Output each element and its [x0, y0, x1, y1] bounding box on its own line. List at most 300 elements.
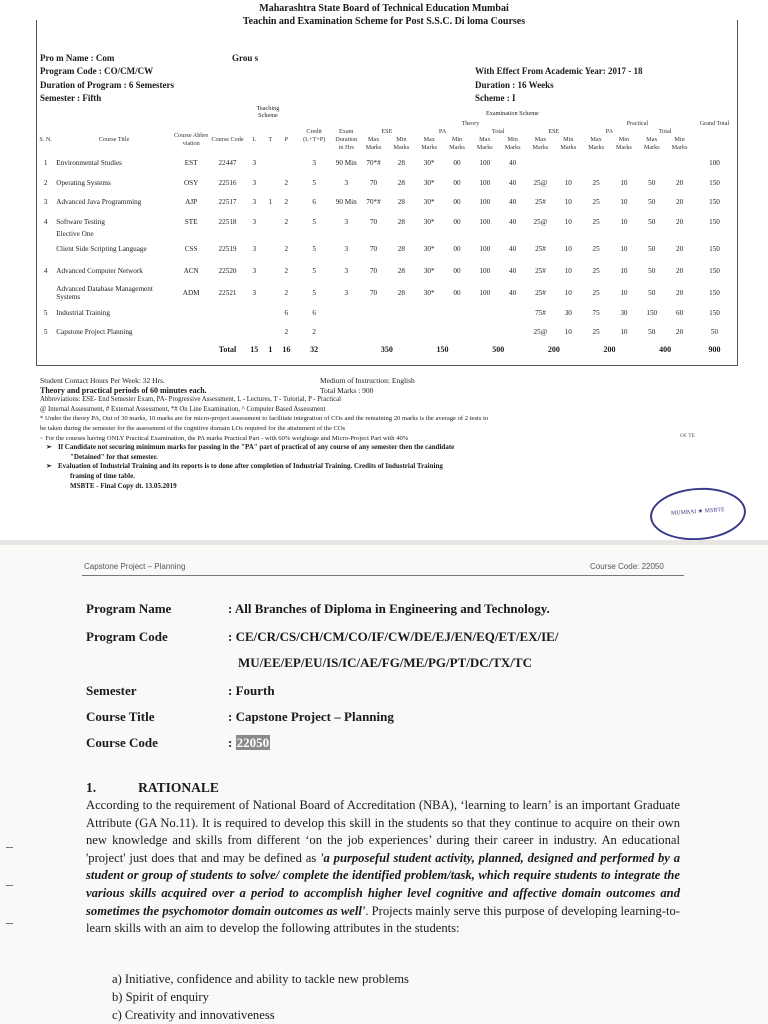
practical-pa-header: PA [605, 128, 614, 135]
total-l: 15 [250, 345, 259, 354]
course-title-header: Course Title [98, 136, 130, 143]
table-cell-sn: 5 [43, 308, 48, 317]
table-cell-p-ese-min: 10 [564, 328, 572, 336]
running-header-code: Course Code: 22050 [590, 562, 664, 571]
table-cell-t-tot-max: 100 [479, 178, 491, 187]
course-code-label: Course Code [86, 735, 158, 750]
note-pa-1: * Under the theory PA, Out of 30 marks, 10 marks are for micro-project assessment to facilitate integration of COs and the remaining 20 marks is the average of 2 tests to [40, 415, 489, 423]
table-cell-p-tot-max: 50 [648, 245, 656, 253]
margin-mark [6, 885, 13, 886]
table-cell-P: 2 [284, 267, 289, 275]
table-cell-P: 2 [284, 245, 289, 253]
table-cell-credit: 5 [312, 267, 316, 275]
table-cell-p-tot-min: 60 [675, 308, 684, 317]
table-cell-dur: 3 [344, 289, 349, 297]
table-cell-abbr: ADM [182, 289, 200, 297]
table-cell-p-ese-min: 10 [564, 198, 572, 206]
table-cell-t-ese-min: 28 [397, 217, 405, 226]
table-cell-p-ese-max: 25# [535, 267, 546, 275]
table-cell-p-tot-max: 50 [648, 328, 656, 336]
table-cell-t-tot-max: 100 [479, 217, 491, 226]
table-cell-grand: 150 [709, 178, 720, 187]
table-cell-t-pa-min: 00 [453, 159, 461, 167]
table-cell-L: 3 [252, 159, 257, 167]
program-name: Pro m Name : Com [40, 53, 115, 63]
course-title-value: : Capstone Project – Planning [228, 709, 394, 724]
max-header: Max Marks [643, 136, 660, 151]
table-row [36, 213, 736, 230]
note-line [40, 386, 740, 396]
table-cell-t-tot-min: 40 [509, 289, 517, 297]
table-cell-grand: 150 [709, 308, 720, 317]
table-cell-dur: 3 [344, 267, 349, 275]
table-cell-L: 3 [252, 267, 257, 275]
min-header: Min Marks [616, 136, 632, 151]
table-cell-abbr: CSS [184, 245, 198, 253]
msbte-seal-stamp: MUMBAI ★ MSBTE [648, 485, 747, 540]
min-header: Min Marks [671, 136, 688, 151]
final-copy-footer: MSBTE - Final Copy dt. 13.05.2019 [70, 481, 177, 490]
table-cell-grand: 150 [709, 198, 720, 206]
table-cell-p-ese-min: 10 [564, 217, 572, 226]
table-cell-abbr: AJP [185, 198, 198, 206]
table-cell-T [263, 213, 278, 230]
max-header: Max Marks [421, 136, 438, 151]
table-cell-t-pa-min [444, 304, 471, 321]
table-cell-abbr: EST [184, 159, 198, 167]
elective-label: Elective One [56, 230, 94, 238]
t-header: T [268, 136, 273, 143]
note-practical-text: ~ For the courses having ONLY Practical Examination, the PA marks Practical Part - with 60% weightage and Micro-Project Part with 40% [40, 434, 409, 442]
table-cell-p-tot-min: 20 [675, 198, 684, 206]
table-cell-p-tot-max [637, 152, 666, 174]
table-cell-credit: 2 [312, 328, 316, 336]
table-cell-L [246, 321, 263, 343]
medium: Medium of Instruction: English [320, 376, 415, 385]
bullet-detained [40, 443, 740, 453]
table-cell-T [263, 321, 278, 343]
elective-rows [36, 238, 736, 343]
table-cell-sn: 4 [43, 217, 48, 226]
table-cell-t-ese-max: 70*# [366, 198, 381, 206]
table-cell-abbr: ACN [183, 267, 199, 275]
table-cell-credit: 6 [312, 198, 316, 206]
table-cell-sn [36, 238, 55, 260]
table-cell-p-pa-max: 75 [592, 308, 600, 317]
program-name-value: : All Branches of Diploma in Engineering and Technology. [228, 601, 550, 616]
table-cell-credit: 5 [312, 217, 316, 226]
table-cell-t-pa-max: 30* [423, 289, 435, 297]
table-cell-t-pa-max [415, 321, 444, 343]
table-cell-code: 22520 [218, 267, 237, 275]
max-header: Max Marks [365, 136, 382, 151]
section-title: RATIONALE [138, 780, 219, 795]
table-cell-title: Client Side Scripting Language [56, 245, 147, 253]
code-header: Course Code [211, 136, 244, 143]
table-cell-p-pa-min: 10 [620, 267, 628, 275]
margin-mark [6, 923, 13, 924]
course-code-colon: : [228, 735, 236, 750]
table-cell-p-ese-min: 10 [564, 267, 572, 275]
table-cell-t-ese-min: 28 [397, 178, 405, 187]
exam-scheme-header: Examination Scheme [486, 110, 539, 117]
section-number: 1. [86, 780, 97, 795]
running-header-title: Capstone Project – Planning [84, 562, 186, 571]
max-header: Max Marks [476, 136, 493, 151]
table-cell-t-tot-min: 40 [509, 217, 517, 226]
table-cell-p-ese-min: 10 [564, 178, 572, 187]
table-cell-p-tot-max: 150 [646, 308, 658, 317]
table-row [36, 174, 736, 191]
table-cell-P: 6 [284, 308, 289, 317]
scheme-notes [40, 376, 740, 491]
table-cell-p-ese-max: 25# [535, 245, 546, 253]
table-cell-dur: 3 [344, 217, 349, 226]
table-cell-sn: 4 [43, 267, 48, 275]
table-cell-T [263, 152, 278, 174]
table-cell-t-tot-min: 40 [509, 245, 517, 253]
table-cell-credit: 5 [312, 245, 316, 253]
table-cell-title: Operating Systems [56, 178, 111, 187]
table-cell-code [209, 321, 245, 343]
list-item: b) Spirit of enquiry [112, 990, 209, 1004]
table-row [36, 238, 736, 260]
table-row [36, 321, 736, 343]
total-credit: 32 [310, 345, 319, 354]
table-cell-code: 22516 [218, 178, 237, 187]
table-cell-p-ese-min: 30 [564, 308, 572, 317]
credit-header: Credit (L+T+P) [303, 128, 326, 143]
table-cell-T [263, 260, 278, 282]
table-cell-p-ese-max [526, 152, 555, 174]
table-cell-p-pa-min: 10 [620, 289, 628, 297]
table-cell-code: 22521 [218, 289, 237, 297]
program-code-value: : CE/CR/CS/CH/CM/CO/IF/CW/DE/EJ/EN/EQ/ET/EX/IE/ [228, 629, 559, 644]
scheme-title: Teachin and Examination Scheme for Post S.S.C. Di loma Courses [242, 16, 526, 27]
semester-label: Semester [86, 683, 137, 698]
table-cell-t-tot-max: 100 [479, 289, 491, 297]
table-cell-title: Environmental Studies [56, 159, 122, 167]
table-cell-t-pa-min: 00 [453, 289, 461, 297]
table-cell-t-ese-min [388, 321, 415, 343]
p-header: P [284, 136, 289, 143]
rationale-definition: 'a purposeful student activity, planned, designed and performed by a student or group of students to solve/ complete the identified problem/task, which require students to integrate the various skills acquired over a period to accomplish higher level cognitive and affective domain outcomes and sometimes the psychomotor domain outcomes as well' [86, 850, 681, 918]
table-cell-t-pa-max: 30* [423, 245, 435, 253]
max-header: Max Marks [588, 136, 604, 151]
table-cell-L: 3 [252, 289, 257, 297]
total-theory-ese: 350 [380, 345, 393, 354]
table-row [36, 152, 736, 174]
table-cell-T [263, 304, 278, 321]
course-code-field [228, 735, 270, 751]
table-cell-P [278, 152, 295, 174]
table-cell-p-ese-max: 25@ [533, 217, 548, 226]
table-cell-t-tot-min: 40 [509, 198, 517, 206]
table-cell-code: 22518 [218, 217, 237, 226]
table-cell-t-tot-min [499, 321, 526, 343]
grand-total-header: Grand Total [699, 120, 730, 127]
table-cell-t-tot-max [470, 321, 499, 343]
table-cell-T [263, 238, 278, 260]
table-cell-p-pa-max: 25 [592, 198, 600, 206]
bullet-training [40, 462, 740, 472]
of-te-mark: OF TE [680, 432, 696, 439]
teaching-exam-scheme-table [36, 120, 736, 357]
program-code-value-cont: MU/EE/EP/EU/IS/IC/AE/FG/ME/PG/PT/DC/TX/TC [238, 655, 532, 670]
theory-ese-header: ESE [381, 128, 393, 135]
table-cell-grand: 100 [709, 159, 720, 167]
table-cell-t-ese-max [359, 304, 388, 321]
table-cell-p-tot-min: 20 [675, 267, 684, 275]
table-cell-t-pa-max: 30* [423, 217, 435, 226]
table-cell-P: 2 [284, 289, 289, 297]
table-cell-credit: 5 [312, 289, 316, 297]
table-cell-t-ese-max: 70 [369, 178, 378, 187]
bullet-detained-text: If Candidate not securing minimum marks for passing in the "PA" part of practical of any course of any semester then the candidate [58, 443, 455, 452]
table-cell-p-tot-max: 50 [648, 178, 656, 187]
total-theory-pa: 150 [436, 345, 449, 354]
table-cell-dur: 90 Min [335, 159, 357, 167]
practical-ese-header: ESE [548, 128, 560, 135]
table-cell-t-tot-min: 40 [509, 267, 517, 275]
table-cell-credit: 3 [312, 159, 316, 167]
table-cell-grand: 150 [709, 289, 720, 297]
table-row [36, 304, 736, 321]
table-cell-p-pa-min: 30 [620, 308, 628, 317]
table-cell-t-ese-min: 28 [397, 245, 405, 253]
total-marks: Total Marks : 900 [320, 385, 374, 395]
table-cell-p-tot-min: 20 [675, 245, 684, 253]
table-row [36, 191, 736, 213]
max-header: Max Marks [532, 136, 549, 151]
table-cell-t-pa-min: 00 [453, 178, 461, 187]
bullet-arrow-icon: ➢ [46, 462, 52, 471]
table-cell-p-ese-min: 10 [564, 245, 572, 253]
table-cell-code: 22517 [218, 198, 237, 206]
effect-year: With Effect From Academic Year: 2017 - 18 [475, 66, 643, 76]
table-cell-sn: 2 [43, 178, 48, 187]
min-header: Min Marks [449, 136, 465, 151]
table-cell-L: 3 [252, 217, 257, 226]
table-cell-credit: 6 [312, 308, 316, 317]
table-cell-t-ese-max: 70 [369, 289, 378, 297]
table-cell-sn: 5 [43, 328, 48, 336]
total-practical-total: 400 [659, 345, 672, 354]
table-cell-abbr: STE [184, 217, 198, 226]
table-cell-credit: 5 [312, 178, 316, 187]
table-cell-t-ese-max [359, 321, 388, 343]
table-cell-t-pa-min [444, 321, 471, 343]
table-cell-p-ese-max: 25# [535, 289, 546, 297]
table-cell-t-ese-max: 70 [369, 245, 378, 253]
table-cell-t-ese-min: 28 [397, 289, 405, 297]
table-cell-sn [36, 282, 55, 304]
table-cell-title: Software Testing [56, 217, 105, 226]
table-cell-t-pa-max: 30* [423, 178, 435, 187]
table-cell-T [263, 282, 278, 304]
table-cell-p-tot-max: 50 [648, 217, 656, 226]
total-t: 1 [268, 345, 273, 354]
elective-row [36, 230, 736, 238]
table-cell-grand: 150 [709, 217, 720, 226]
list-item: c) Creativity and innovativeness [112, 1008, 275, 1022]
table-cell-t-pa-max: 30* [423, 159, 435, 167]
table-cell-T: 1 [268, 198, 273, 206]
bullet-arrow-icon: ➢ [46, 443, 52, 452]
table-cell-code: 22447 [218, 159, 237, 167]
sn-header: S. N. [39, 136, 52, 143]
table-cell-title: Industrial Training [56, 308, 110, 317]
theory-pa-header: PA [438, 128, 447, 135]
table-cell-abbr [173, 321, 209, 343]
table-cell-p-tot-max: 50 [648, 198, 656, 206]
min-header: Min Marks [393, 136, 410, 151]
header-rule [82, 575, 684, 576]
table-cell-p-tot-min [666, 152, 693, 174]
table-cell-p-pa-max [582, 152, 611, 174]
bullet-training-2: framing of time table. [70, 471, 135, 480]
rationale-text-end: . Projects mainly serve this purpose of developing learning-to-learn skills with an aim to develop the following attributes in the students: [86, 903, 680, 936]
scheme: Scheme : I [475, 93, 516, 103]
table-cell-t-ese-min: 28 [397, 267, 405, 275]
table-cell-dur: 3 [344, 178, 349, 187]
table-cell-L [246, 304, 263, 321]
semester-value: : Fourth [228, 683, 275, 698]
table-cell-t-tot-min: 40 [509, 159, 517, 167]
course-title-label: Course Title [86, 709, 155, 724]
note-line [40, 376, 740, 386]
table-cell-p-ese-min: 10 [564, 289, 572, 297]
table-cell-L: 3 [252, 198, 257, 206]
table-cell-p-pa-min: 10 [620, 245, 628, 253]
note-pa-2: be taken during the semester for the assessment of the cognitive domain LOs required for the attainment of the COs [40, 424, 346, 432]
table-cell-p-pa-max: 25 [592, 217, 600, 226]
contact-hours: Student Contact Hours Per Week: 32 Hrs. [40, 376, 165, 385]
table-cell-grand: 150 [709, 245, 720, 253]
table-cell-P: 2 [284, 328, 289, 336]
table-cell-t-ese-min [388, 304, 415, 321]
table-cell-dur: 90 Min [335, 198, 357, 206]
table-cell-code [209, 304, 245, 321]
table-cell-p-ese-max: 75# [535, 308, 546, 317]
course-code-value: 22050 [236, 735, 270, 750]
table-header-row [36, 120, 736, 128]
margin-mark [6, 847, 13, 848]
table-cell-L: 3 [252, 178, 257, 187]
table-cell-t-tot-max: 100 [479, 245, 491, 253]
table-cell-t-ese-min: 28 [397, 198, 405, 206]
table-cell-t-ese-max: 70*# [366, 159, 381, 167]
table-cell-t-ese-min: 28 [397, 159, 405, 167]
table-cell-title: Advanced Computer Network [56, 267, 143, 275]
theory-total-header: Total [491, 128, 505, 135]
table-cell-abbr [173, 304, 209, 321]
table-cell-t-tot-max [470, 304, 499, 321]
total-theory-total: 500 [492, 345, 505, 354]
table-cell-t-ese-max: 70 [369, 267, 378, 275]
table-cell-t-tot-max: 100 [479, 159, 491, 167]
total-practical-pa: 200 [603, 345, 616, 354]
total-row [36, 343, 736, 357]
min-header: Min Marks [504, 136, 521, 151]
table-cell-p-pa-min: 10 [620, 178, 628, 187]
table-cell-t-pa-max: 30* [423, 267, 435, 275]
table-cell-p-tot-min: 20 [675, 328, 684, 336]
table-cell-p-tot-max: 50 [648, 289, 656, 297]
table-cell-title: Advanced Database Management Systems [56, 285, 153, 301]
program-name-label: Program Name [86, 601, 172, 616]
table-cell-grand: 150 [709, 267, 720, 275]
board-title: Maharashtra State Board of Technical Education Mumbai [259, 3, 509, 14]
table-cell-p-pa-max: 25 [592, 289, 600, 297]
table-cell-P: 2 [284, 198, 289, 206]
table-cell-T [263, 174, 278, 191]
min-header: Min Marks [560, 136, 577, 151]
table-cell-P: 2 [284, 217, 289, 226]
table-cell-p-ese-max: 25# [535, 198, 546, 206]
table-cell-p-ese-min [555, 152, 582, 174]
note-practical [40, 434, 740, 444]
section-heading [86, 780, 219, 796]
table-cell-p-tot-min: 20 [675, 289, 684, 297]
table-cell-p-pa-min: 10 [620, 198, 628, 206]
table-cell-t-tot-max: 100 [479, 198, 491, 206]
table-cell-p-tot-max: 50 [648, 267, 656, 275]
table-cell-abbr: OSY [183, 178, 199, 187]
table-cell-dur [333, 304, 359, 321]
teaching-scheme-header: Teaching Scheme [256, 105, 280, 119]
table-row [36, 260, 736, 282]
table-cell-p-pa-min [611, 152, 638, 174]
total-label: Total [218, 345, 237, 354]
abbreviations-1: Abbreviations: ESE- End Semester Exam, PA- Progressive Assessment, L - Lectures, T - Tutorial, P - Practical [40, 396, 342, 404]
table-cell-title: Advanced Java Programming [56, 198, 142, 206]
practical-header: Practical [626, 120, 649, 127]
table-cell-sn: 3 [43, 198, 48, 206]
bullet-detained-2: "Detained" for that semester. [70, 452, 158, 461]
table-cell-title: Capstone Project Planning [56, 328, 133, 336]
l-header: L [252, 136, 257, 143]
table-cell-p-pa-max: 25 [592, 178, 600, 187]
table-cell-t-pa-min: 00 [453, 245, 461, 253]
bullet-training-text: Evaluation of Industrial Training and its reports is to done after completion of Industrial Training. Credits of Industrial Training [58, 462, 443, 471]
program-code: Program Code : CO/CM/CW [40, 66, 154, 76]
course-page [0, 545, 768, 1024]
table-cell-t-pa-min: 00 [453, 267, 461, 275]
abbr-header: Course Abbre viation [174, 132, 209, 147]
table-cell-code: 22519 [218, 245, 237, 253]
table-cell-t-tot-max: 100 [479, 267, 491, 275]
table-cell-t-pa-min: 00 [453, 198, 461, 206]
theory-header: Theory [461, 120, 480, 127]
table-cell-t-pa-min: 00 [453, 217, 461, 226]
semester: Semester : Fifth [40, 93, 102, 103]
table-cell-p-pa-min: 10 [620, 328, 628, 336]
total-grand: 900 [708, 345, 721, 354]
table-row [36, 282, 736, 304]
program-code-label: Program Code [86, 629, 168, 644]
table-cell-dur: 3 [344, 245, 349, 253]
table-cell-t-tot-min [499, 304, 526, 321]
rationale-paragraph [86, 797, 680, 938]
list-item: a) Initiative, confidence and ability to tackle new problems [112, 972, 409, 986]
weeks-duration: Duration : 16 Weeks [475, 80, 554, 90]
exam-duration-header: Exam Duration in Hrs [335, 128, 358, 151]
table-cell-p-tot-min: 20 [675, 217, 684, 226]
table-cell-t-pa-max [415, 304, 444, 321]
program-group: Grou s [232, 53, 259, 63]
table-cell-sn: 1 [43, 159, 48, 167]
